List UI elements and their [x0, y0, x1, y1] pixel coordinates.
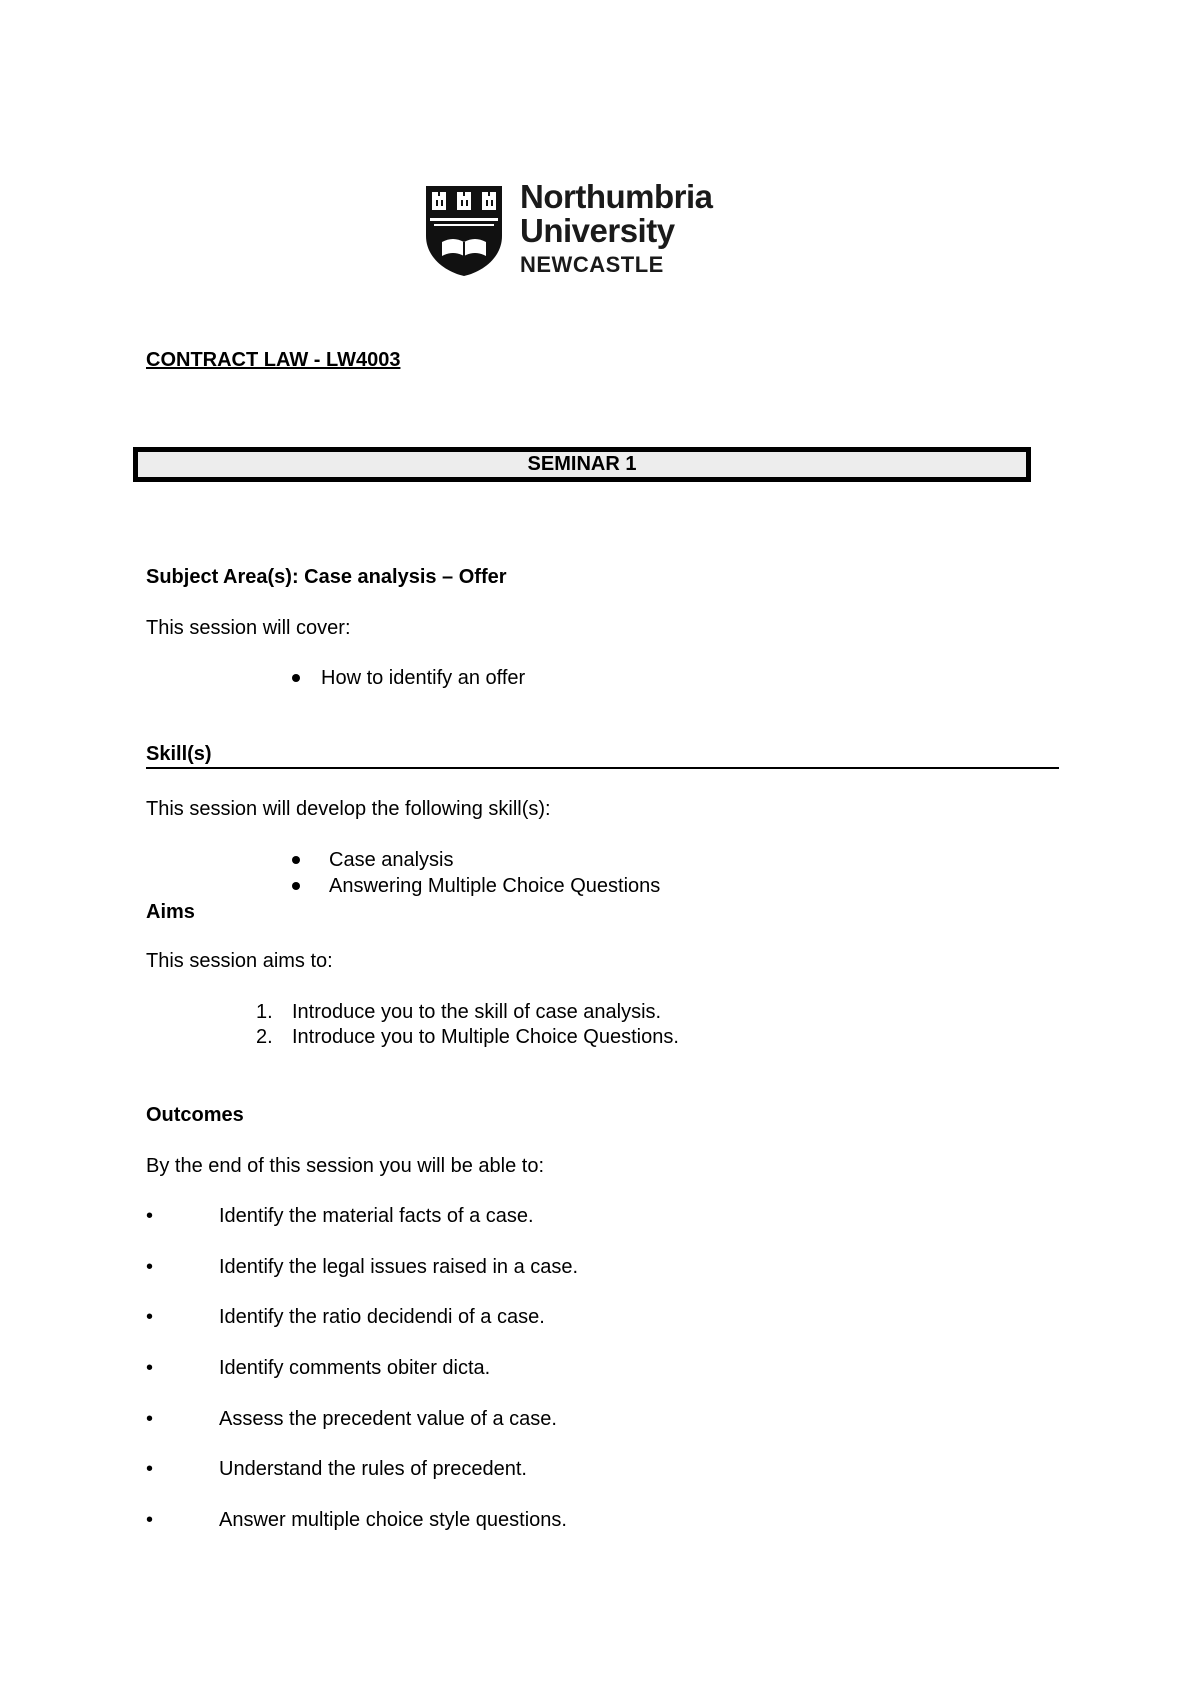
outcome-item: Answer multiple choice style questions. — [219, 1509, 567, 1531]
bullet-icon: • — [146, 1408, 154, 1430]
aims-heading: Aims — [146, 901, 195, 923]
skills-heading: Skill(s) — [146, 743, 212, 765]
castle-shield-icon — [424, 184, 504, 278]
cover-intro: This session will cover: — [146, 617, 351, 639]
seminar-banner — [133, 447, 1031, 482]
outcomes-heading: Outcomes — [146, 1104, 244, 1126]
outcome-item: Identify the ratio decidendi of a case. — [219, 1306, 545, 1328]
subject-area-heading: Subject Area(s): Case analysis – Offer — [146, 566, 507, 588]
logo-wordmark-line3: NEWCASTLE — [520, 252, 664, 277]
outcome-item: Identify the material facts of a case. — [219, 1205, 534, 1227]
logo-wordmark-line2: University — [520, 212, 675, 249]
outcomes-intro: By the end of this session you will be able to: — [146, 1155, 545, 1177]
skill-item: Case analysis — [329, 849, 454, 871]
outcome-item: Understand the rules of precedent. — [219, 1458, 527, 1480]
logo-wordmark-line1: Northumbria — [520, 178, 713, 215]
outcome-item: Assess the precedent value of a case. — [219, 1408, 557, 1430]
bullet-icon — [292, 882, 300, 890]
course-title: CONTRACT LAW - LW4003 — [146, 349, 401, 371]
bullet-icon: • — [146, 1306, 154, 1328]
bullet-icon — [292, 856, 300, 864]
outcome-item: Identify the legal issues raised in a case. — [219, 1256, 579, 1278]
skills-divider — [146, 767, 1059, 769]
aim-item: Introduce you to the skill of case analysis. — [292, 1001, 662, 1023]
bullet-icon: • — [146, 1357, 154, 1379]
skill-item: Answering Multiple Choice Questions — [329, 875, 661, 897]
bullet-icon — [292, 674, 300, 682]
aim-item: Introduce you to Multiple Choice Questions. — [292, 1026, 679, 1048]
aim-number: 2. — [256, 1026, 273, 1048]
aims-intro: This session aims to: — [146, 950, 333, 972]
bullet-icon: • — [146, 1509, 154, 1531]
bullet-icon: • — [146, 1458, 154, 1480]
seminar-label: SEMINAR 1 — [527, 453, 637, 475]
skills-intro: This session will develop the following skill(s): — [146, 798, 551, 820]
outcome-item: Identify comments obiter dicta. — [219, 1357, 491, 1379]
bullet-icon: • — [146, 1205, 154, 1227]
bullet-icon: • — [146, 1256, 154, 1278]
cover-item: How to identify an offer — [321, 667, 526, 689]
aim-number: 1. — [256, 1001, 273, 1023]
